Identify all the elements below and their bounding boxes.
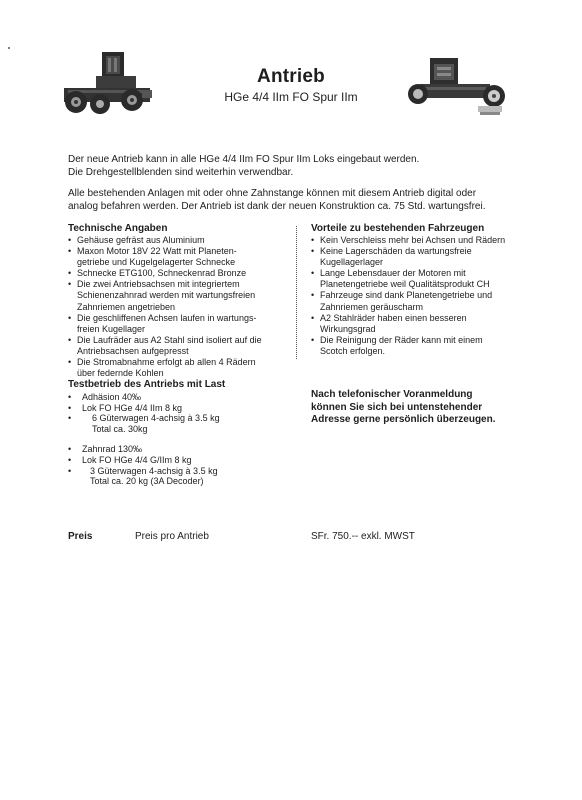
intro-paragraph-2	[68, 188, 548, 213]
spacer	[68, 434, 290, 444]
list-item: • Lok FO HGe 4/4 IIm 8 kg	[68, 403, 290, 414]
technical-heading: Technische Angaben	[68, 223, 168, 234]
list-item	[68, 335, 290, 357]
text-line: Planetengetriebe weil Qualitätsprodukt CH	[320, 279, 490, 290]
list-item: • 6 Güterwagen 4-achsig à 3.5 kg	[68, 413, 290, 424]
test-heading: Testbetrieb des Antriebs mit Last	[68, 379, 226, 390]
list-item	[311, 335, 541, 357]
text-line: analog befahren werden. Der Antrieb ist dank der neuen Konstruktion ca. 75 Std. wartungsfrei.	[68, 200, 486, 212]
list-item: • Lok FO HGe 4/4 G/IIm 8 kg	[68, 455, 290, 466]
list-item	[68, 357, 290, 379]
text-line: • Die Reinigung der Räder kann mit einem	[320, 334, 483, 345]
text-line: Alle bestehenden Anlagen mit oder ohne Zahnstange können mit diesem Antrieb digital oder	[68, 188, 477, 199]
list-item	[311, 246, 541, 268]
text-line: • Fahrzeuge sind dank Planetengetriebe und	[320, 290, 493, 301]
text-line: • Die Stromabnahme erfolgt ab allen 4 Rädern	[77, 357, 256, 368]
text-line: • Die geschliffenen Achsen laufen in wartungs-	[77, 312, 257, 323]
text-line: • A2 Stahlräder haben einen besseren	[320, 312, 467, 323]
text-line: • Keine Lagerschäden da wartungsfreie	[320, 246, 472, 257]
text-line: Schienenzahnrad werden mit wartungsfreien	[77, 290, 256, 301]
advantages-list	[311, 235, 541, 357]
test-list	[68, 392, 290, 487]
text-line: Kugellagerlager	[320, 257, 384, 268]
intro-paragraph-1	[68, 154, 548, 179]
list-item	[68, 246, 290, 268]
page-subtitle: HGe 4/4 IIm FO Spur IIm	[224, 90, 358, 104]
text-line: getriebe und Kugelgelagerter Schnecke	[77, 257, 236, 268]
text-line: Zahnriemen angetrieben	[77, 301, 176, 312]
list-item: Total ca. 20 kg (3A Decoder)	[90, 476, 204, 487]
text-line: Nach telefonischer Voranmeldung	[311, 389, 473, 400]
text-line: • Lange Lebensdauer der Motoren mit	[320, 268, 466, 279]
list-item	[311, 290, 541, 312]
advantages-heading: Vorteile zu bestehenden Fahrzeugen	[311, 223, 485, 234]
list-item	[68, 279, 290, 312]
drive-unit-photo-left	[56, 50, 160, 120]
page-title: Antrieb	[257, 66, 325, 87]
text-line: • Maxon Motor 18V 22 Watt mit Planeten-	[77, 246, 237, 257]
text-line: über federnde Kohlen	[77, 368, 164, 379]
price-value: SFr. 750.-- exkl. MWST	[311, 531, 415, 542]
drive-unit-photo-right	[406, 54, 514, 122]
text-line: • Schnecke ETG100, Schneckenrad Bronze	[77, 268, 247, 279]
text-line: können Sie sich bei untenstehender	[311, 401, 483, 413]
text-line: Scotch erfolgen.	[320, 345, 386, 356]
scan-speck	[8, 47, 10, 49]
price-description: Preis pro Antrieb	[135, 531, 209, 542]
text-line: • Die zwei Antriebsachsen mit integriertem	[77, 279, 240, 290]
text-line: • Gehäuse gefräst aus Aluminium	[77, 235, 205, 245]
list-item	[311, 235, 541, 246]
list-item: Total ca. 30kg	[92, 423, 148, 434]
text-line: Die Drehgestellblenden sind weiterhin verwendbar.	[68, 166, 294, 178]
list-item	[68, 313, 290, 335]
test-section	[68, 379, 290, 487]
text-line: Adresse gerne persönlich überzeugen.	[311, 414, 496, 426]
list-item	[311, 313, 541, 335]
advantages-section	[311, 223, 541, 357]
text-line: Der neue Antrieb kann in alle HGe 4/4 IIm FO Spur IIm Loks eingebaut werden.	[68, 154, 420, 165]
text-line: freien Kugellager	[77, 323, 146, 334]
price-label: Preis	[68, 531, 93, 542]
technical-section	[68, 223, 290, 379]
text-line: Wirkungsgrad	[320, 323, 376, 334]
text-line: • Kein Verschleiss mehr bei Achsen und Rädern	[320, 235, 506, 245]
list-item	[311, 268, 541, 290]
technical-list	[68, 235, 290, 379]
list-item	[68, 235, 290, 246]
list-item: • Zahnrad 130‰	[68, 444, 290, 455]
text-line: Zahnriemen geräuscharm	[320, 301, 424, 312]
list-item	[68, 268, 290, 279]
list-item: • Adhäsion 40‰	[68, 392, 290, 403]
list-item: • 3 Güterwagen 4-achsig à 3.5 kg	[68, 466, 290, 477]
text-line: • Die Laufräder aus A2 Stahl sind isoliert auf die	[77, 334, 262, 345]
appointment-notice	[311, 389, 541, 427]
column-divider	[296, 226, 297, 359]
text-line: Antriebsachsen aufgepresst	[77, 345, 189, 356]
